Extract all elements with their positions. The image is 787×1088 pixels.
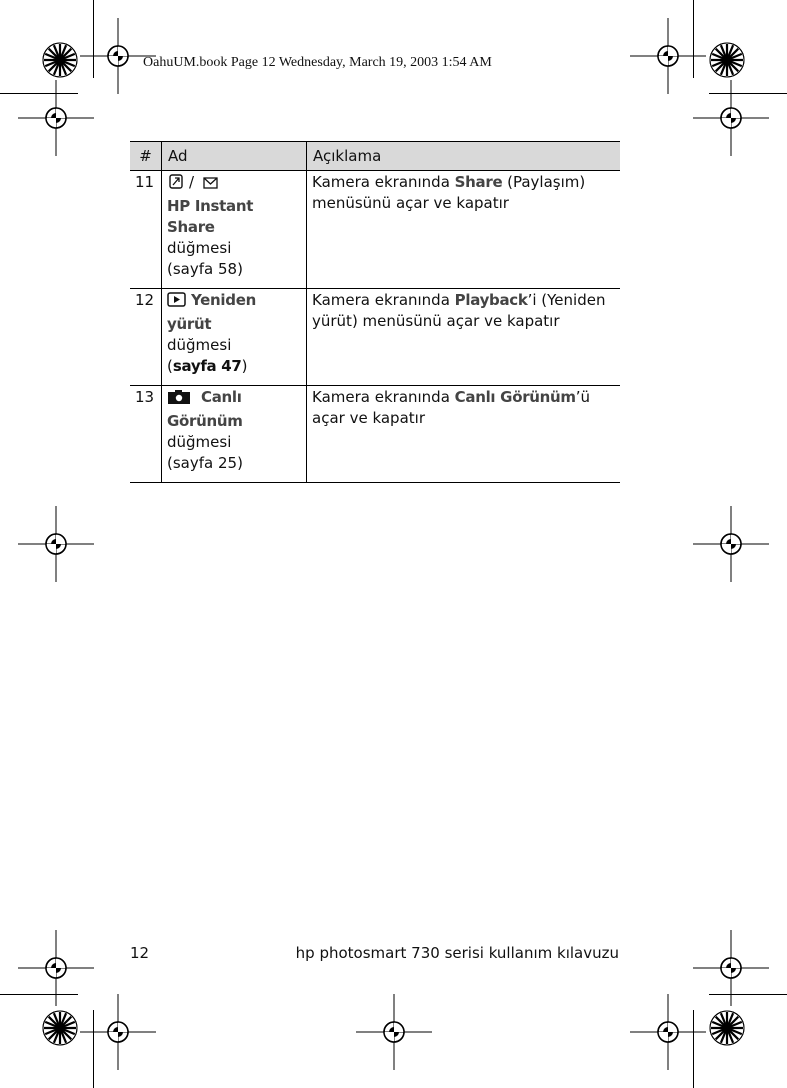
- description-text: Kamera ekranında: [312, 291, 455, 309]
- button-suffix: düğmesi: [167, 336, 232, 354]
- footer-book-title: hp photosmart 730 serisi kullanım kılavuzu: [295, 944, 619, 962]
- description-highlight: Canlı Görünüm: [454, 388, 576, 406]
- button-description-table: [130, 141, 620, 483]
- row-number: 13: [130, 386, 162, 483]
- starburst-bottom-left: [43, 1011, 77, 1045]
- button-name: Canlı: [201, 388, 242, 406]
- target-bottom-center: [356, 994, 432, 1070]
- target-right-middle: [693, 506, 769, 582]
- button-name-cell: [162, 289, 307, 386]
- table-row: [130, 386, 620, 483]
- playback-icon: [167, 292, 187, 314]
- page-reference: (sayfa 58): [167, 260, 243, 278]
- button-suffix: düğmesi: [167, 239, 232, 257]
- description-text: ’i (Yeniden yürüt) menüsünü açar ve kapatır: [312, 291, 606, 330]
- column-header-description: Açıklama: [307, 142, 621, 171]
- column-header-name: Ad: [162, 142, 307, 171]
- description-text: ’ü açar ve kapatır: [312, 388, 591, 427]
- button-name: Yeniden yürüt: [167, 291, 256, 333]
- book-info-header: OahuUM.book Page 12 Wednesday, March 19, 2003 1:54 AM: [143, 55, 492, 70]
- target-bottom-right: [630, 994, 706, 1070]
- button-name-cell: [162, 171, 307, 289]
- page-reference: [167, 356, 302, 377]
- email-icon: [203, 175, 219, 196]
- button-suffix: düğmesi: [167, 433, 232, 451]
- description-highlight: Playback: [454, 291, 528, 309]
- icon-separator: /: [189, 173, 195, 191]
- camera-icon: [167, 389, 191, 411]
- target-right-upper: [693, 80, 769, 156]
- button-name-cell: [162, 386, 307, 483]
- button-name: HP Instant Share: [167, 197, 254, 236]
- column-header-number: #: [130, 142, 162, 171]
- starburst-bottom-right: [710, 1011, 744, 1045]
- table-row: [130, 171, 620, 289]
- target-top-right: [630, 18, 706, 94]
- page-ref-paren-open: (: [167, 357, 173, 375]
- description-text: Kamera ekranında: [312, 173, 455, 191]
- starburst-top-right: [710, 43, 744, 77]
- description-cell: [307, 386, 621, 483]
- page-reference-link[interactable]: sayfa 47: [172, 357, 242, 375]
- page-reference: (sayfa 25): [167, 454, 243, 472]
- description-cell: [307, 289, 621, 386]
- target-right-lower: [693, 930, 769, 1006]
- footer-page-number: 12: [130, 944, 150, 962]
- description-highlight: Share: [454, 173, 503, 191]
- description-text: Kamera ekranında: [312, 388, 455, 406]
- page-ref-paren-close: ): [241, 357, 248, 375]
- button-name-continued: Görünüm: [167, 412, 243, 430]
- target-left-lower: [18, 930, 94, 1006]
- table-header-row: [130, 142, 620, 171]
- description-cell: [307, 171, 621, 289]
- starburst-top-left: [43, 43, 77, 77]
- share-icon: [167, 174, 185, 196]
- row-number: 12: [130, 289, 162, 386]
- target-bottom-left: [80, 994, 156, 1070]
- description-text: (Paylaşım) menüsünü açar ve kapatır: [312, 173, 586, 212]
- row-number: 11: [130, 171, 162, 289]
- target-left-upper: [18, 80, 94, 156]
- target-left-middle: [18, 506, 94, 582]
- table-row: [130, 289, 620, 386]
